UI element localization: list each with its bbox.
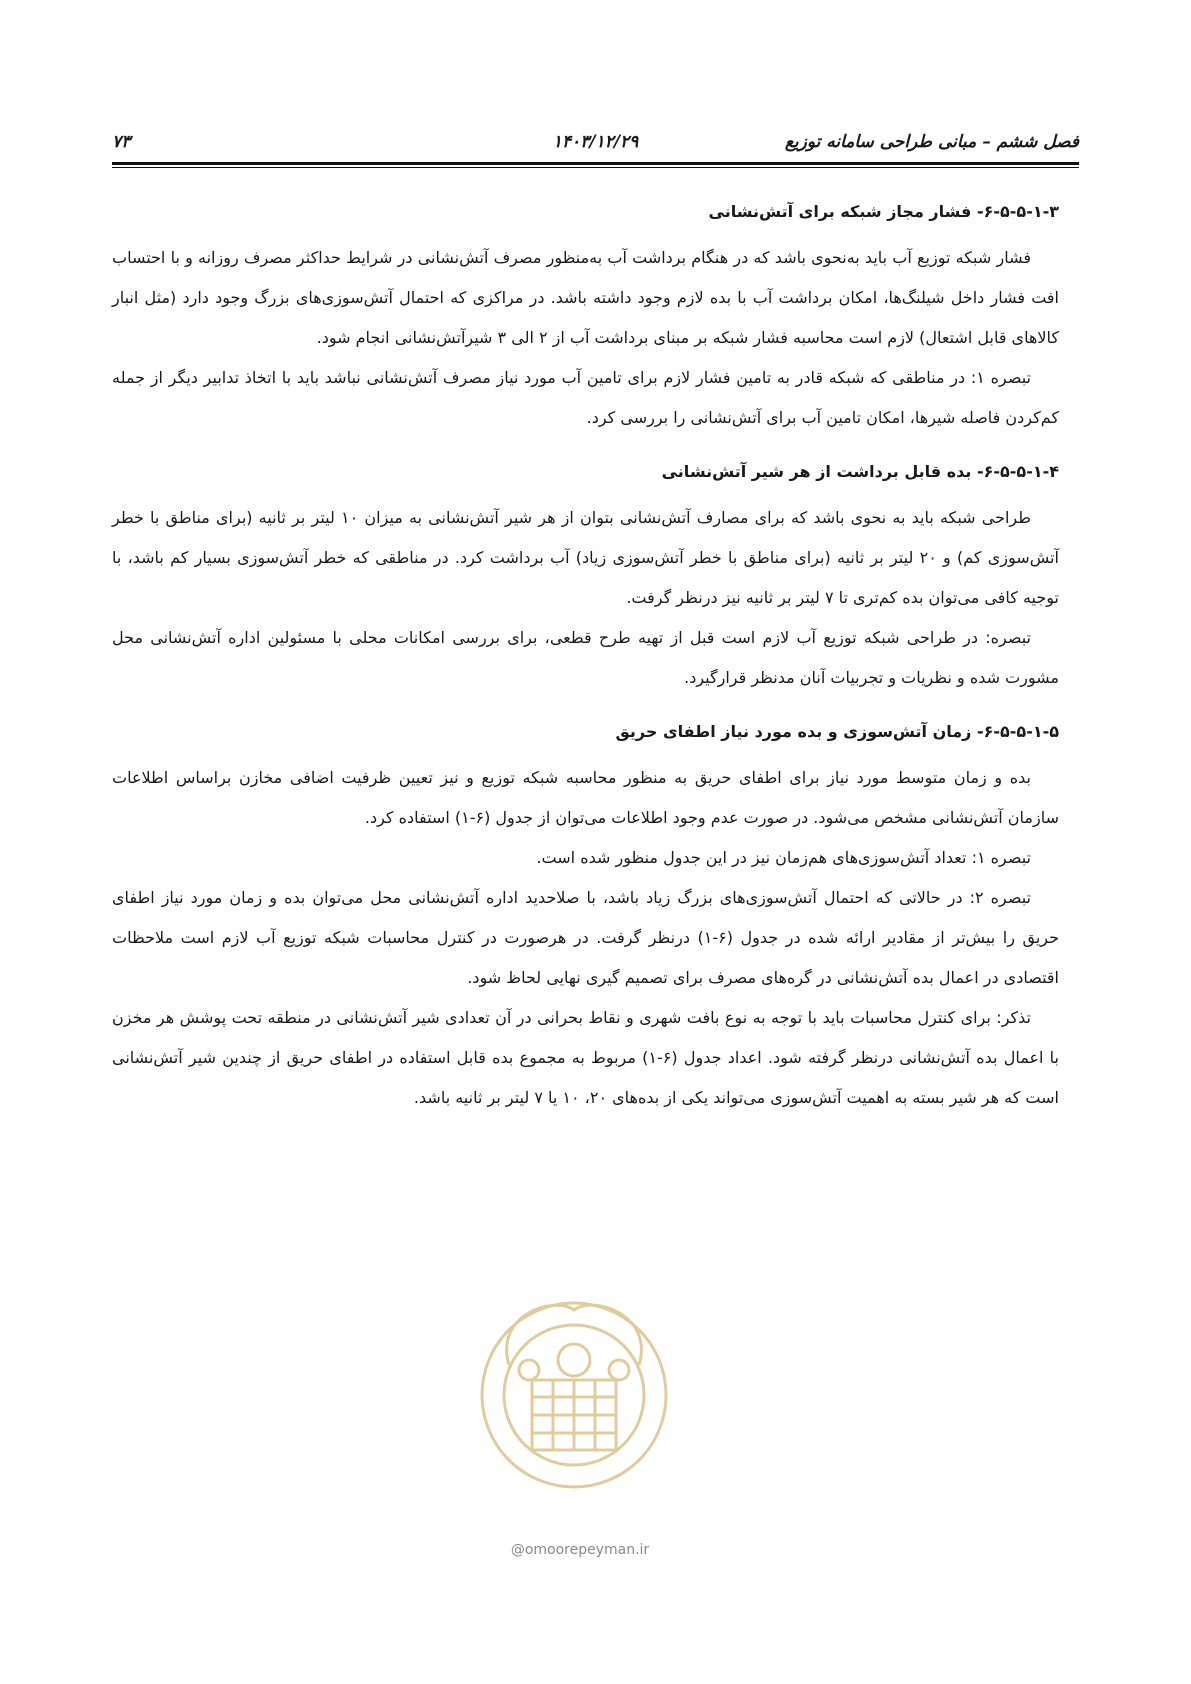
paragraph-note: تبصره ۱: تعداد آتش‌سوزی‌های هم‌زمان نیز در این جدول منظور شده است. [536, 848, 1031, 867]
paragraph-note: تبصره ۱: در مناطقی که شبکه قادر به تامین فشار لازم برای تامین آب مورد نیاز مصرف آتش‌نشانی نباشد باید با اتخاذ تدابیر دیگر از جمله کم‌کردن فاصله شیرها، امکان تامین آب برای آتش‌نشانی را بررسی کرد. [112, 368, 1059, 427]
section-heading-hydrant-flow: ۶-۵-۵-۱-۴- بده قابل برداشت از هر شیر آتش‌نشانی [661, 462, 1059, 481]
chapter-title: فصل ششم – مبانی طراحی سامانه توزیع [784, 132, 1079, 152]
header-rule-thin [112, 167, 1079, 168]
paragraph: بده و زمان متوسط مورد نیاز برای اطفای حریق به منظور محاسبه شبکه توزیع و نیز تعیین ظرفیت اضافی مخازن براساس اطلاعات سازمان آتش‌نشانی مشخص می‌شود. در صورت عدم وجود اطلاعات می‌توان از جدول (۶-۱) استفاده کرد. [112, 768, 1059, 827]
paragraph-reminder: تذکر: برای کنترل محاسبات باید با توجه به نوع بافت شهری و نقاط بحرانی در آن تعدادی شیر آتش‌نشانی در منطقه تحت پوشش هر مخزن با اعمال بده آتش‌نشانی درنظر گرفته شود. اعداد جدول (۶-۱) مربوط به مجموع بده قابل استفاده در اطفای حریق از چندین شیر آتش‌نشانی است که هر شیر بسته به اهمیت آتش‌سوزی می‌تواند یکی از بده‌های ۲۰، ۱۰ یا ۷ لیتر بر ثانیه باشد. [112, 1008, 1059, 1107]
header-date: ۱۴۰۳/۱۲/۲۹ [552, 132, 639, 152]
document-body [112, 186, 1059, 1118]
section-heading-fire-duration: ۶-۵-۵-۱-۵- زمان آتش‌سوزی و بده مورد نیاز اطفای حریق [615, 722, 1059, 741]
section-heading-pressure: ۶-۵-۵-۱-۳- فشار مجاز شبکه برای آتش‌نشانی [708, 202, 1059, 221]
page-number: ۷۳ [112, 132, 131, 152]
paragraph-note: تبصره ۲: در حالاتی که احتمال آتش‌سوزی‌های بزرگ زیاد باشد، با صلاحدید اداره آتش‌نشانی محل می‌توان بده و زمان مورد نیاز اطفای حریق را بیش‌تر از مقادیر ارائه شده در جدول (۶-۱) درنظر گرفت. در هرصورت در کنترل محاسبات شبکه توزیع آب لازم است ملاحظات اقتصادی در اعمال بده آتش‌نشانی در گره‌های مصرف برای تصمیم گیری نهایی لحاظ شود. [112, 888, 1060, 987]
header-rule-thick [112, 162, 1079, 165]
paragraph: فشار شبکه توزیع آب باید به‌نحوی باشد که در هنگام برداشت آب به‌منظور مصرف آتش‌نشانی در شرایط حداکثر مصرف روزانه و با احتساب افت فشار داخل شیلنگ‌ها، امکان برداشت آب با بده لازم وجود داشته باشد. در مراکزی که احتمال آتش‌سوزی‌های بزرگ وجود دارد (مثل انبار کالاهای قابل اشتعال) لازم است محاسبه فشار شبکه بر مبنای برداشت آب از ۲ الی ۳ شیرآتش‌نشانی انجام شود. [112, 248, 1059, 347]
watermark-seal-icon [474, 1285, 674, 1545]
paragraph: طراحی شبکه باید به نحوی باشد که برای مصارف آتش‌نشانی بتوان از هر شیر آتش‌نشانی به میزان ۱۰ لیتر بر ثانیه (برای مناطق با خطر آتش‌سوزی کم) و ۲۰ لیتر بر ثانیه (برای مناطق با خطر آتش‌سوزی زیاد) آب برداشت کرد. در مناطقی که خطر آتش‌سوزی بسیار کم باشد، با توجیه کافی می‌توان بده کم‌تری تا ۷ لیتر بر ثانیه نیز درنظر گرفت. [112, 508, 1060, 607]
paragraph-note: تبصره: در طراحی شبکه توزیع آب لازم است قبل از تهیه طرح قطعی، برای بررسی امکانات محلی با مسئولین اداره آتش‌نشانی محل مشورت شده و نظریات و تجربیات آنان مدنظر قرارگیرد. [112, 628, 1059, 687]
watermark-text: @omoorepeyman.ir [510, 1542, 650, 1558]
